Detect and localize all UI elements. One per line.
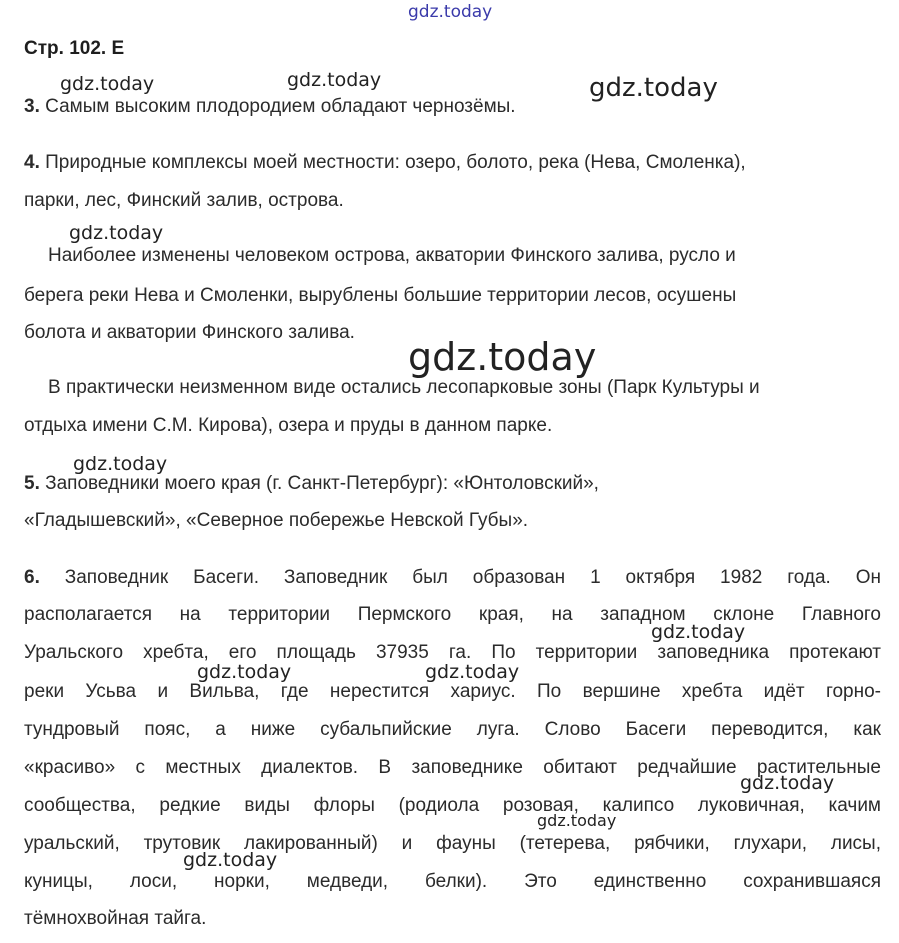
watermark: gdz.today (197, 661, 292, 683)
watermark: gdz.today (60, 73, 155, 95)
answer-4-line: болота и акватории Финского залива. (24, 322, 355, 343)
watermark: gdz.today (740, 772, 835, 794)
answer-6-line: сообщества, редкие виды флоры (родиола розовая, калипсо луковичная, качим (24, 795, 881, 816)
watermark: gdz.today (408, 335, 597, 379)
watermark: gdz.today (537, 811, 617, 830)
watermark: gdz.today (651, 621, 746, 643)
answer-6-line: располагается на территории Пермского края, на западном склоне Главного (24, 604, 881, 625)
answer-6-line: куницы, лоси, норки, медведи, белки). Это единственно сохранившаяся (24, 871, 881, 892)
watermark: gdz.today (425, 661, 520, 683)
answer-6-line: реки Усьва и Вильва, где нерестится хариус. По вершине хребта идёт горно- (24, 681, 881, 702)
page-title: Стр. 102. Е (24, 38, 125, 59)
answer-6-line: уральский, трутовик лакированный) и фауны (тетерева, рябчики, глухари, лисы, (24, 833, 881, 854)
answer-text: Заповедники моего края (г. Санкт-Петербург): «Юнтоловский», (45, 473, 599, 494)
watermark: gdz.today (287, 69, 382, 91)
answer-6-line: тёмнохвойная тайга. (24, 908, 207, 929)
answer-5-line (24, 473, 599, 495)
answer-text: Заповедник Басеги. Заповедник был образован 1 октября 1982 года. Он (64, 567, 881, 588)
watermark-top: gdz.today (408, 2, 493, 22)
answer-number: 5. (24, 473, 40, 494)
answer-3 (24, 96, 516, 118)
answer-number: 6. (24, 567, 40, 588)
answer-6-line (24, 567, 881, 589)
answer-6-line: «красиво» с местных диалектов. В заповеднике обитают редчайшие растительные (24, 757, 881, 778)
answer-4-line: Наиболее изменены человеком острова, акватории Финского залива, русло и (48, 245, 736, 266)
answer-number: 4. (24, 152, 40, 173)
watermark: gdz.today (183, 849, 278, 871)
watermark: gdz.today (589, 73, 718, 103)
answer-4-line: парки, лес, Финский залив, острова. (24, 190, 344, 211)
answer-text: Самым высоким плодородием обладают чернозёмы. (45, 96, 516, 117)
answer-4-line: берега реки Нева и Смоленки, вырублены большие территории лесов, осушены (24, 285, 737, 306)
watermark: gdz.today (69, 222, 164, 244)
answer-5-line: «Гладышевский», «Северное побережье Невской Губы». (24, 510, 529, 531)
watermark: gdz.today (73, 453, 168, 475)
answer-4-line: В практически неизменном виде остались лесопарковые зоны (Парк Культуры и (48, 377, 760, 398)
answer-text: Природные комплексы моей местности: озеро, болото, река (Нева, Смоленка), (45, 152, 746, 173)
answer-4-line: отдыха имени С.М. Кирова), озера и пруды в данном парке. (24, 415, 553, 436)
answer-4-line (24, 152, 746, 174)
answer-6-line: Уральского хребта, его площадь 37935 га. По территории заповедника протекают (24, 642, 881, 663)
answer-6-line: тундровый пояс, а ниже субальпийские луга. Слово Басеги переводится, как (24, 719, 881, 740)
answer-number: 3. (24, 96, 40, 117)
